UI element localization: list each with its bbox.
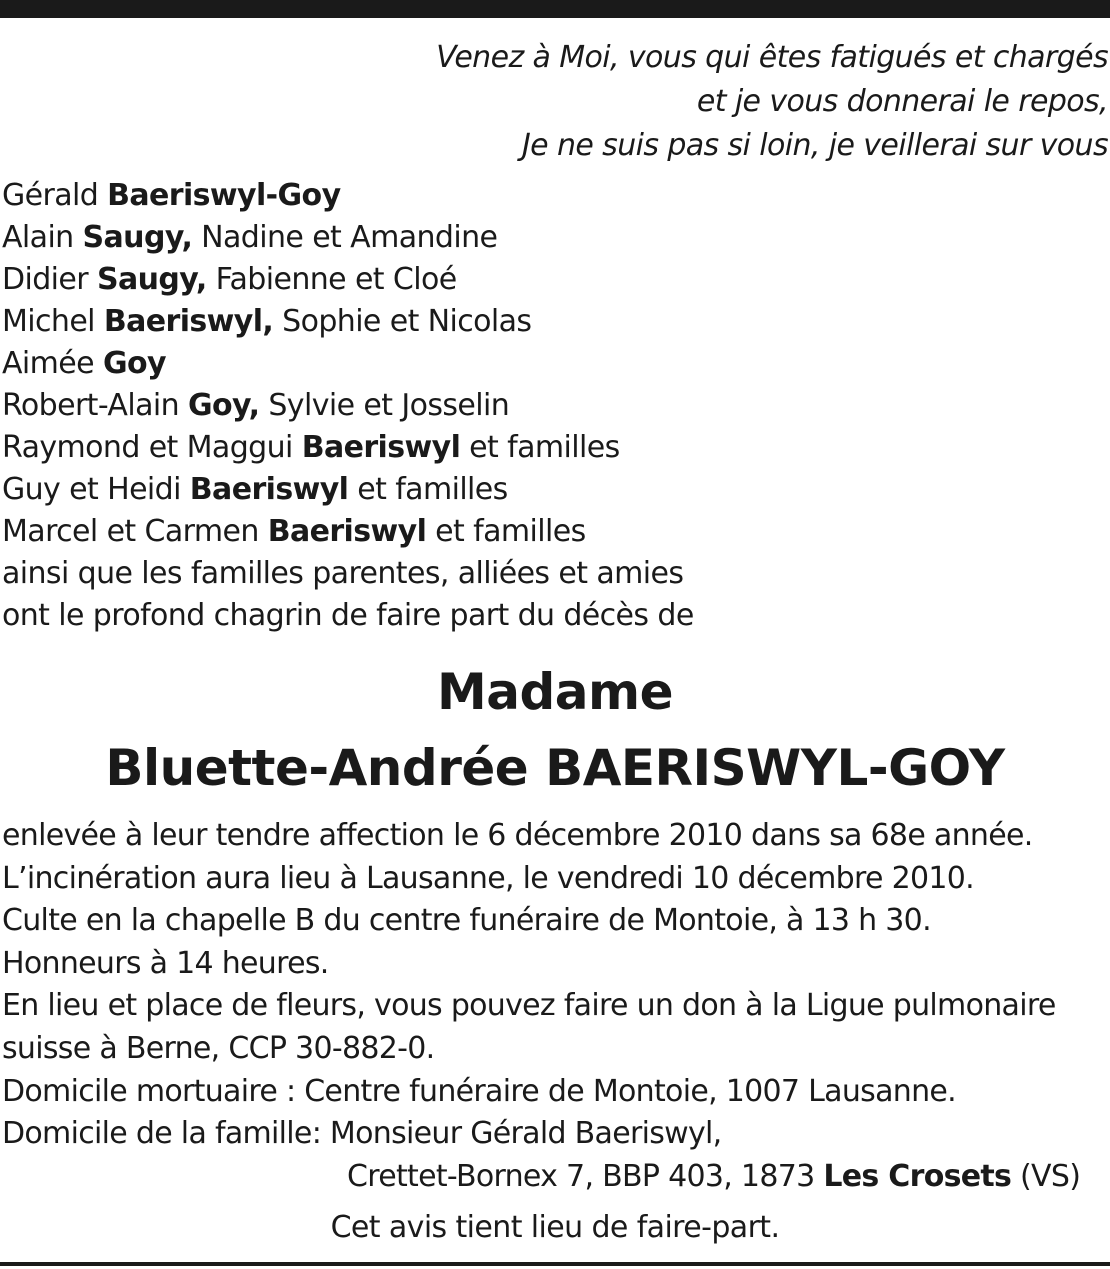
address-continuation [2, 1156, 1080, 1199]
verse [436, 36, 1108, 168]
family-surname: Baeriswyl [189, 472, 349, 507]
family-row [2, 595, 694, 637]
deceased-title: Madame [436, 663, 674, 721]
address-place: Les Crosets [823, 1158, 1012, 1194]
detail-line: enlevée à leur tendre affection le 6 décembre 2010 dans sa 68e année. [2, 818, 1033, 853]
detail-line: Domicile mortuaire : Centre funéraire de Montoie, 1007 Lausanne. [2, 1073, 957, 1109]
family-others: et familles [348, 472, 508, 507]
family-row [2, 301, 694, 343]
family-others: Nadine et Amandine [192, 220, 498, 255]
family-row [2, 217, 694, 259]
family-name: Gérald [2, 178, 108, 213]
verse-line: Venez à Moi, vous qui êtes fatigués et chargés [436, 40, 1108, 75]
family-others: et familles [426, 514, 586, 549]
detail-line: Culte en la chapelle B du centre funéraire de Montoie, à 13 h 30. [2, 903, 931, 939]
bottom-rule [0, 1262, 1110, 1266]
family-name: Didier [2, 262, 97, 297]
family-name: Guy et Heidi [2, 472, 190, 507]
verse-line: Je ne suis pas si loin, je veillerai sur vous [521, 128, 1108, 163]
family-row [2, 175, 694, 217]
family-row [2, 427, 694, 469]
family-surname: Baeriswyl, [103, 304, 274, 339]
family-surname: Saugy, [82, 220, 193, 255]
funeral-details [2, 815, 1080, 1198]
family-surname: Goy, [187, 388, 260, 423]
family-name: Robert-Alain [2, 388, 188, 423]
family-list [2, 175, 694, 637]
verse-line: et je vous donnerai le repos, [696, 84, 1108, 119]
address-street: Crettet-Bornex 7, BBP 403, 1873 [347, 1158, 824, 1194]
family-name: Raymond et Maggui [2, 430, 302, 465]
family-row [2, 343, 694, 385]
family-name: Aimée [2, 346, 103, 381]
detail-line: Honneurs à 14 heures. [2, 945, 329, 981]
family-others: Sophie et Nicolas [273, 304, 532, 339]
family-text: ainsi que les familles parentes, alliées et amies [2, 556, 684, 591]
family-row [2, 469, 694, 511]
family-row [2, 553, 694, 595]
detail-line: suisse à Berne, CCP 30-882-0. [2, 1030, 435, 1066]
family-row [2, 511, 694, 553]
family-others: Sylvie et Josselin [259, 388, 510, 423]
closing-note: Cet avis tient lieu de faire-part. [330, 1210, 780, 1245]
family-others: Fabienne et Cloé [206, 262, 457, 297]
detail-line: L’incinération aura lieu à Lausanne, le vendredi 10 décembre 2010. [2, 860, 974, 896]
family-surname: Baeriswyl [301, 430, 461, 465]
family-text: ont le profond chagrin de faire part du décès de [2, 598, 694, 633]
family-surname: Baeriswyl-Goy [107, 178, 341, 213]
family-name: Marcel et Carmen [2, 514, 268, 549]
family-surname: Baeriswyl [267, 514, 427, 549]
family-name: Michel [2, 304, 104, 339]
family-row [2, 259, 694, 301]
detail-line: En lieu et place de fleurs, vous pouvez faire un don à la Ligue pulmonaire [2, 988, 1056, 1024]
address-canton: (VS) [1011, 1158, 1081, 1194]
deceased-heading [0, 654, 1110, 806]
top-rule [0, 0, 1110, 18]
deceased-name: Bluette-Andrée BAERISWYL-GOY [105, 739, 1005, 797]
family-row [2, 385, 694, 427]
family-surname: Goy [102, 346, 166, 381]
family-others: et familles [460, 430, 620, 465]
family-surname: Saugy, [96, 262, 207, 297]
detail-line: Domicile de la famille: Monsieur Gérald Baeriswyl, [2, 1116, 722, 1152]
family-name: Alain [2, 220, 83, 255]
